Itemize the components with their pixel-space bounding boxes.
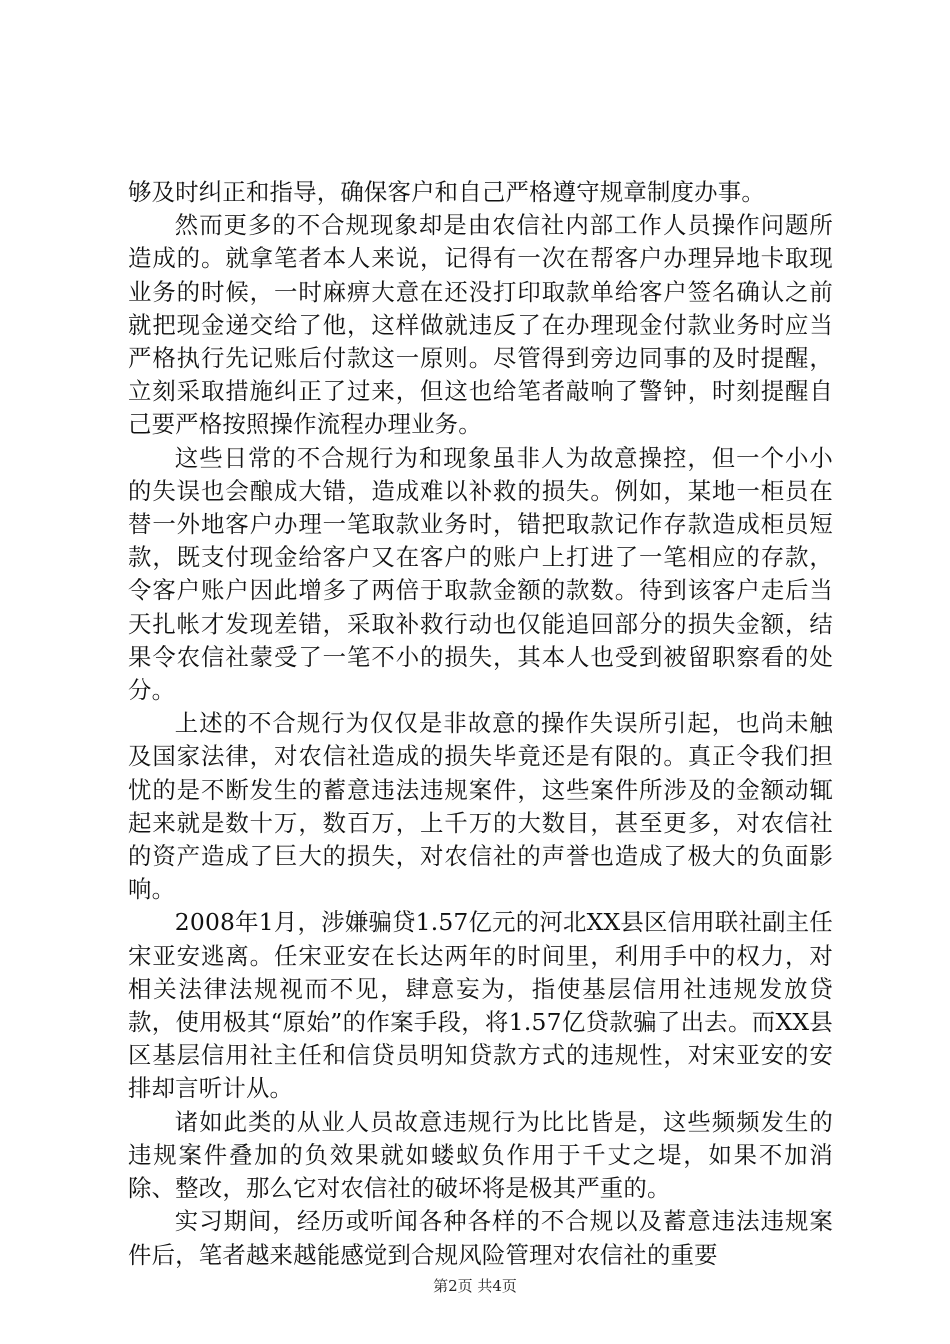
paragraph-5: 2008年1月，涉嫌骗贷1.57亿元的河北XX县区信用联社副主任宋亚安逃离。任宋亚安在长达两年的时间里，利用手中的权力，对相关法律法规视而不见，肆意妄为，指使基层信用社违规发放贷款，使用极其“原始”的作案手段，将1.57亿贷款骗了出去。而XX县区基层信用社主任和信贷员明知贷款方式的违规性，对宋亚安的安排却言听计从。: [128, 908, 833, 1103]
paragraph-3: 这些日常的不合规行为和现象虽非人为故意操控，但一个小小的失误也会酿成大错，造成难以补救的损失。例如，某地一柜员在替一外地客户办理一笔取款业务时，错把取款记作存款造成柜员短款，既支付现金给客户又在客户的账户上打进了一笔相应的存款，令客户账户因此增多了两倍于取款金额的款数。待到该客户走后当天扎帐才发现差错，采取补救行动也仅能追回部分的损失金额，结果令农信社蒙受了一笔不小的损失，其本人也受到被留职察看的处分。: [128, 443, 833, 705]
document-body: [128, 176, 833, 1272]
paragraph-4: 上述的不合规行为仅仅是非故意的操作失误所引起，也尚未触及国家法律，对农信社造成的损失毕竟还是有限的。真正令我们担忧的是不断发生的蓄意违法违规案件，这些案件所涉及的金额动辄起来就是数十万，数百万，上千万的大数目，甚至更多，对农信社的资产造成了巨大的损失，对农信社的声誉也造成了极大的负面影响。: [128, 709, 833, 904]
paragraph-1: 够及时纠正和指导，确保客户和自己严格遵守规章制度办事。: [128, 178, 765, 206]
page-number-footer: 第2页 共4页: [433, 1277, 517, 1295]
paragraph-7: 实习期间，经历或听闻各种各样的不合规以及蓄意违法违规案件后，笔者越来越能感觉到合规风险管理对农信社的重要: [128, 1207, 833, 1269]
paragraph-6: 诸如此类的从业人员故意违规行为比比皆是，这些频频发生的违规案件叠加的负效果就如蝼蚁负作用于千丈之堤，如果不加消除、整改，那么它对农信社的破坏将是极其严重的。: [128, 1107, 833, 1203]
paragraph-2: 然而更多的不合规现象却是由农信社内部工作人员操作问题所造成的。就拿笔者本人来说，记得有一次在帮客户办理异地卡取现业务的时候，一时麻痹大意在还没打印取款单给客户签名确认之前就把现金递交给了他，这样做就违反了在办理现金付款业务时应当严格执行先记账后付款这一原则。尽管得到旁边同事的及时提醒，立刻采取措施纠正了过来，但这也给笔者敲响了警钟，时刻提醒自己要严格按照操作流程办理业务。: [128, 211, 833, 439]
